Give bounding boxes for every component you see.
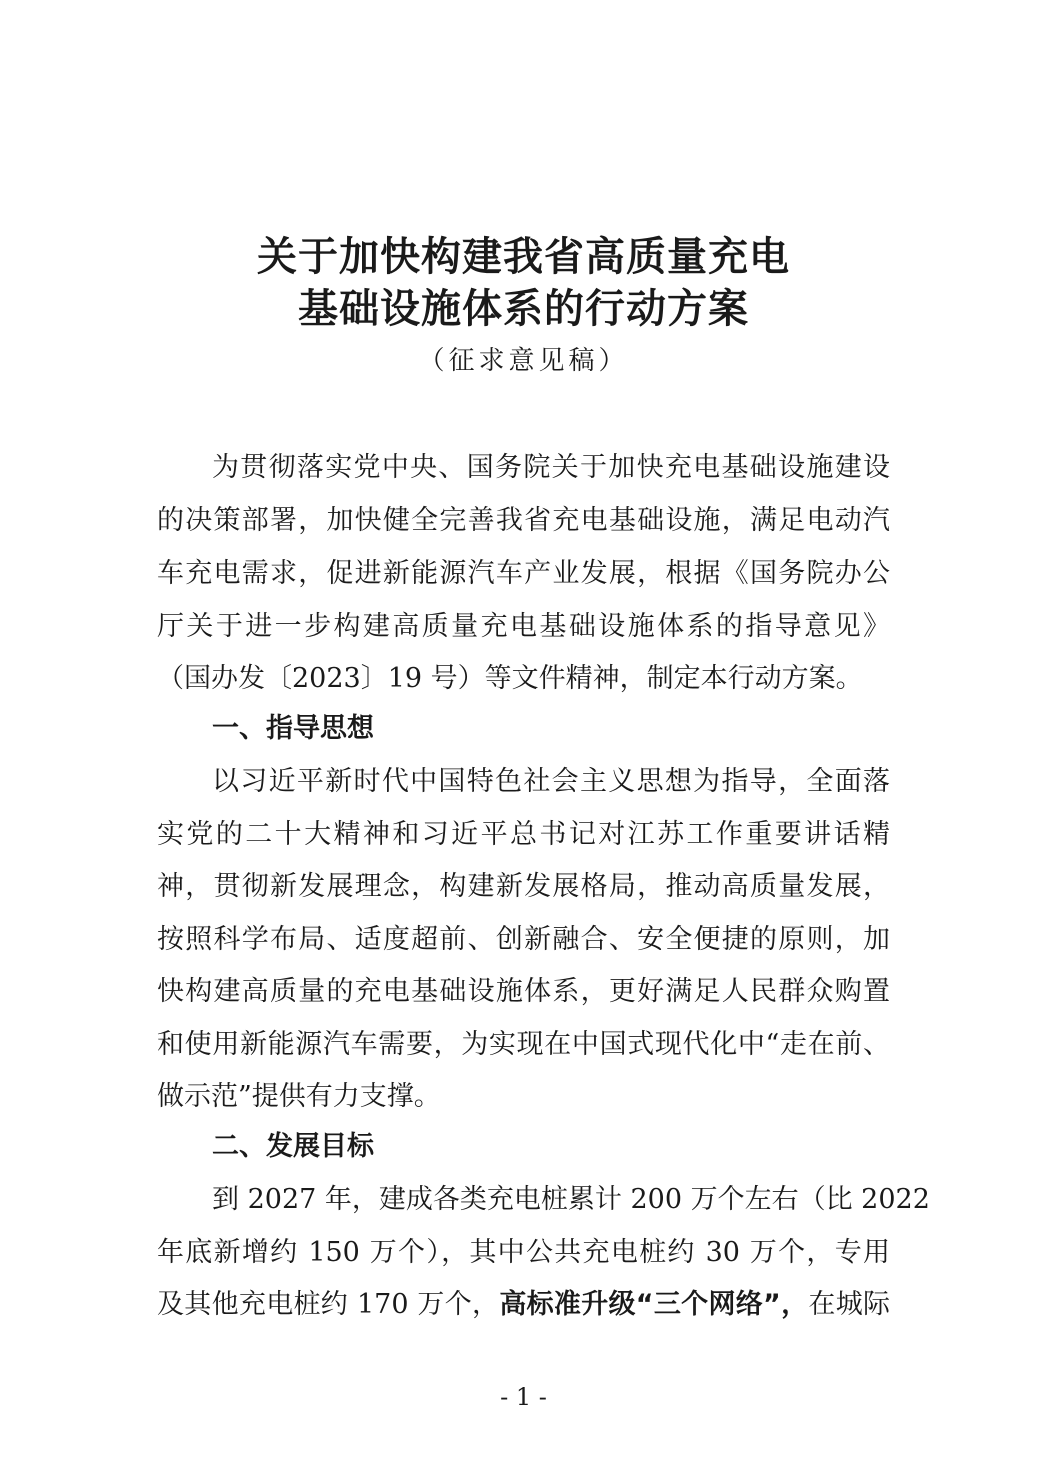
section-2-line-3-pre: 及其他充电桩约 170 万个， xyxy=(157,1289,500,1320)
section-1-line-6: 和使用新能源汽车需要，为实现在中国式现代化中“走在前、 xyxy=(157,1029,890,1060)
section-2-line-1: 到 2027 年，建成各类充电桩累计 200 万个左右（比 2022 xyxy=(212,1184,930,1215)
section-1-line-2: 实党的二十大精神和习近平总书记对江苏工作重要讲话精 xyxy=(157,819,890,850)
draft-subtitle: （征求意见稿） xyxy=(418,346,629,376)
page-title-line-1: 关于加快构建我省高质量充电 xyxy=(257,233,790,280)
intro-line-3: 车充电需求，促进新能源汽车产业发展，根据《国务院办公 xyxy=(157,558,890,589)
intro-line-2: 的决策部署，加快健全完善我省充电基础设施，满足电动汽 xyxy=(157,505,890,536)
section-1-line-7: 做示范”提供有力支撑。 xyxy=(157,1081,441,1112)
section-2-line-3 xyxy=(157,1285,890,1325)
intro-line-5: （国办发〔2023〕19 号）等文件精神，制定本行动方案。 xyxy=(157,663,863,694)
section-1-line-4: 按照科学布局、适度超前、创新融合、安全便捷的原则，加 xyxy=(157,924,890,955)
section-2-line-2: 年底新增约 150 万个），其中公共充电桩约 30 万个，专用 xyxy=(157,1237,890,1268)
section-1-line-1: 以习近平新时代中国特色社会主义思想为指导，全面落 xyxy=(212,766,890,797)
section-2-line-3-post: 在城际 xyxy=(808,1289,891,1320)
intro-line-4: 厅关于进一步构建高质量充电基础设施体系的指导意见》 xyxy=(157,611,890,642)
page-number: - 1 - xyxy=(500,1383,547,1411)
three-networks-emphasis: 高标准升级“三个网络”， xyxy=(499,1289,809,1320)
page-title-line-2: 基础设施体系的行动方案 xyxy=(298,285,749,332)
section-1-line-3: 神，贯彻新发展理念，构建新发展格局，推动高质量发展， xyxy=(157,871,890,902)
section-2-heading: 二、发展目标 xyxy=(212,1131,374,1162)
intro-line-1: 为贯彻落实党中央、国务院关于加快充电基础设施建设 xyxy=(212,452,890,483)
section-1-heading: 一、指导思想 xyxy=(212,713,374,744)
section-1-line-5: 快构建高质量的充电基础设施体系，更好满足人民群众购置 xyxy=(157,976,890,1007)
